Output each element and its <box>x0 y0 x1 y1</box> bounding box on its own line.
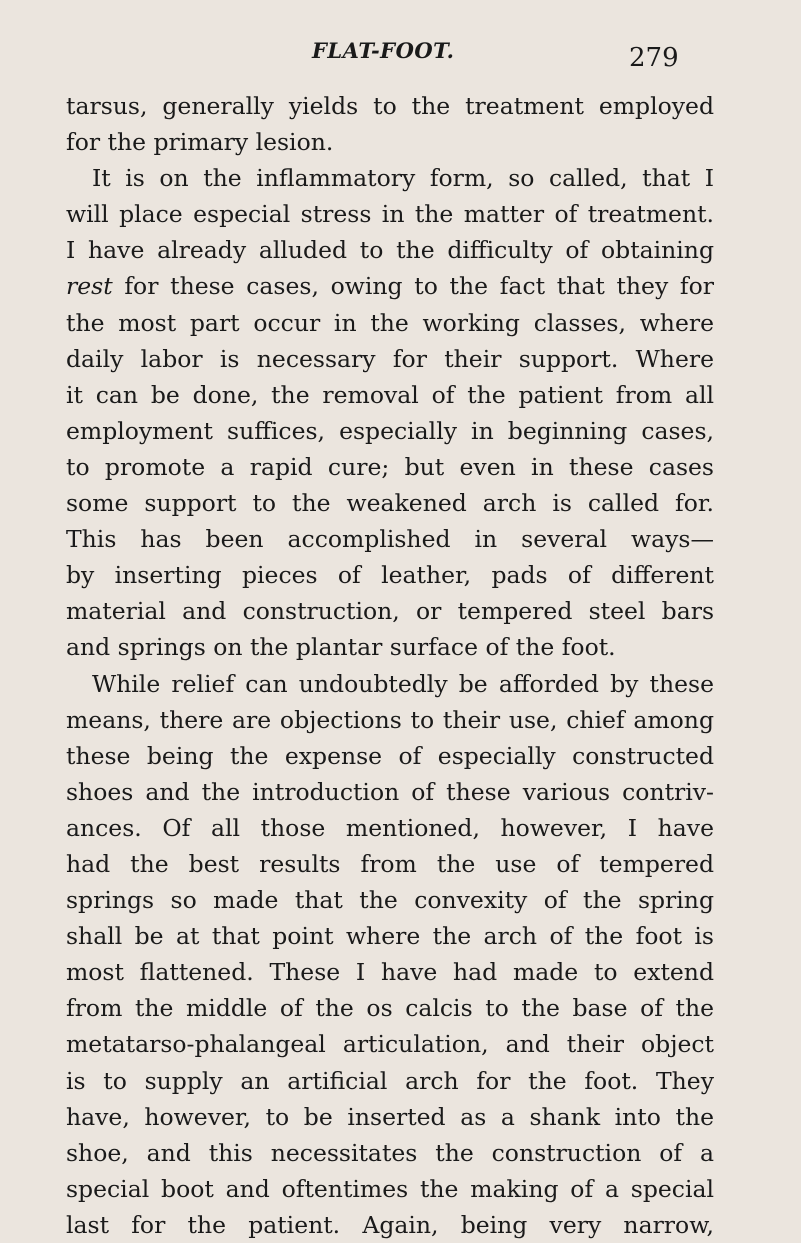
text-line: I have already alluded to the difficulty of obtaining <box>66 236 714 265</box>
text-line: from the middle of the os calcis to the base of the <box>66 994 714 1023</box>
text-line: It is on the inflammatory form, so called, that I <box>92 164 714 193</box>
text-line: shall be at that point where the arch of the foot is <box>66 922 714 951</box>
text-line: special boot and oftentimes the making of a special <box>66 1174 714 1203</box>
text-segment: for these cases, owing to the fact that they for <box>112 272 714 301</box>
running-head: FLAT-FOOT. <box>312 38 455 63</box>
text-line: daily labor is necessary for their support. Where <box>66 344 714 373</box>
italic-word: rest <box>66 272 113 301</box>
text-line: springs so made that the convexity of the spring <box>66 886 714 915</box>
text-line: have, however, to be inserted as a shank into the <box>66 1102 714 1131</box>
text-line: had the best results from the use of tempered <box>66 849 714 878</box>
text-line: tarsus, generally yields to the treatment employed <box>66 92 714 120</box>
text-line: the most part occur in the working classes, where <box>66 308 714 337</box>
text-line: means, there are objections to their use, chief among <box>66 705 714 734</box>
text-line: some support to the weakened arch is called for. <box>66 489 714 518</box>
body-text <box>66 88 714 1243</box>
text-line: shoe, and this necessitates the construction of a <box>66 1138 714 1167</box>
text-line: these being the expense of especially constructed <box>66 741 714 770</box>
text-line: most flattened. These I have had made to extend <box>66 958 714 987</box>
text-line: last for the patient. Again, being very narrow, <box>66 1210 714 1239</box>
text-line: metatarso-phalangeal articulation, and their object <box>66 1030 714 1059</box>
text-line: shoes and the introduction of these various contriv- <box>66 777 714 806</box>
text-line: and springs on the plantar surface of the foot. <box>66 633 616 662</box>
text-line: employment suffices, especially in beginning cases, <box>66 416 714 445</box>
text-line: This has been accomplished in several ways— <box>66 525 714 554</box>
text-line: it can be done, the removal of the patient from all <box>66 380 714 409</box>
page-number: 279 <box>629 43 679 73</box>
text-line: While relief can undoubtedly be afforded by these <box>92 669 714 698</box>
text-line: to promote a rapid cure; but even in these cases <box>66 452 714 481</box>
text-line: by inserting pieces of leather, pads of different <box>66 561 714 590</box>
text-line <box>66 268 714 304</box>
text-line: material and construction, or tempered steel bars <box>66 597 714 626</box>
text-line: for the primary lesion. <box>66 128 334 157</box>
text-line: is to supply an artificial arch for the foot. They <box>66 1066 714 1095</box>
text-line: will place especial stress in the matter of treatment. <box>66 200 714 229</box>
text-line: ances. Of all those mentioned, however, I have <box>66 813 714 842</box>
